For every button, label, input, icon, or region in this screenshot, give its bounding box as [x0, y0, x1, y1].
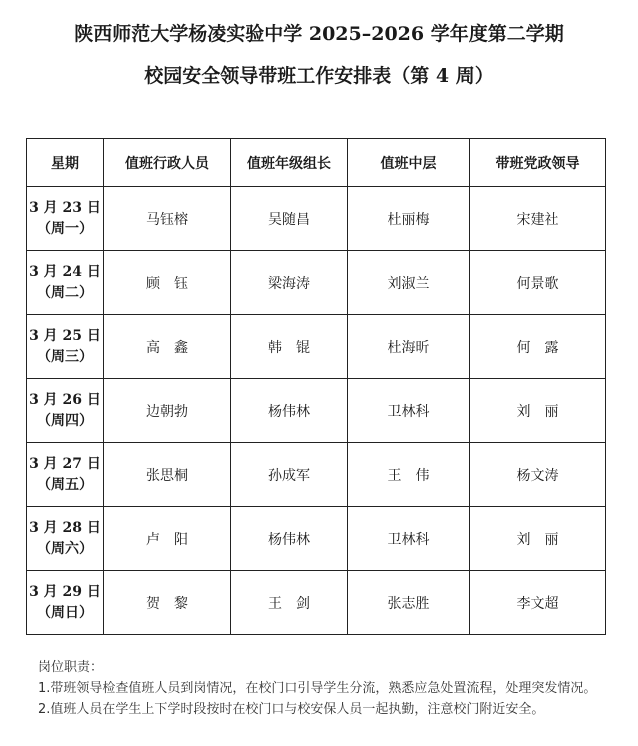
- header-middle-manager: 值班中层: [348, 139, 470, 187]
- grade-leader-cell: 杨伟林: [231, 507, 348, 571]
- admin-cell: 顾 钰: [104, 251, 231, 315]
- notes-heading: 岗位职责：: [38, 660, 104, 675]
- weekday-text: （周四）: [37, 412, 93, 429]
- table-row: [27, 379, 606, 443]
- header-weekday: 星期: [27, 139, 104, 187]
- date-text: 3 月 25 日: [29, 327, 101, 344]
- party-leader-cell: 何景歌: [470, 251, 606, 315]
- header-admin-staff: 值班行政人员: [104, 139, 231, 187]
- table-row: [27, 571, 606, 635]
- party-leader-cell: 宋建社: [470, 187, 606, 251]
- date-text: 3 月 24 日: [29, 263, 101, 280]
- middle-manager-cell: 张志胜: [348, 571, 470, 635]
- party-leader-cell: 李文超: [470, 571, 606, 635]
- date-cell: [27, 507, 104, 571]
- table-row: [27, 251, 606, 315]
- table-row: [27, 315, 606, 379]
- admin-cell: 高 鑫: [104, 315, 231, 379]
- middle-manager-cell: 杜丽梅: [348, 187, 470, 251]
- date-cell: [27, 379, 104, 443]
- grade-leader-cell: 韩 锟: [231, 315, 348, 379]
- weekday-text: （周五）: [37, 476, 93, 493]
- party-leader-cell: 刘 丽: [470, 379, 606, 443]
- grade-leader-cell: 吴随昌: [231, 187, 348, 251]
- duty-schedule-table: [26, 138, 606, 635]
- date-text: 3 月 27 日: [29, 455, 101, 472]
- weekday-text: （周三）: [37, 348, 93, 365]
- admin-cell: 贺 黎: [104, 571, 231, 635]
- notes-item-1: 1.带班领导检查值班人员到岗情况，在校门口引导学生分流，熟悉应急处置流程，处理突发情况。: [38, 681, 597, 696]
- page-subtitle: 校园安全领导带班工作安排表（第 4 周）: [144, 65, 494, 87]
- grade-leader-cell: 孙成军: [231, 443, 348, 507]
- party-leader-cell: 刘 丽: [470, 507, 606, 571]
- admin-cell: 张思桐: [104, 443, 231, 507]
- date-text: 3 月 23 日: [29, 199, 101, 216]
- date-cell: [27, 315, 104, 379]
- page-title: 陕西师范大学杨凌实验中学 2025–2026 学年度第二学期: [74, 23, 564, 45]
- admin-cell: 边朝勃: [104, 379, 231, 443]
- middle-manager-cell: 卫林科: [348, 507, 470, 571]
- table-row: [27, 507, 606, 571]
- middle-manager-cell: 卫林科: [348, 379, 470, 443]
- table-header-row: [27, 139, 606, 187]
- middle-manager-cell: 杜海昕: [348, 315, 470, 379]
- date-cell: [27, 571, 104, 635]
- party-leader-cell: 杨文涛: [470, 443, 606, 507]
- grade-leader-cell: 王 剑: [231, 571, 348, 635]
- date-text: 3 月 26 日: [29, 391, 101, 408]
- party-leader-cell: 何 露: [470, 315, 606, 379]
- header-grade-leader: 值班年级组长: [231, 139, 348, 187]
- header-party-leader: 带班党政领导: [470, 139, 606, 187]
- admin-cell: 卢 阳: [104, 507, 231, 571]
- weekday-text: （周日）: [37, 604, 93, 621]
- table-row: [27, 187, 606, 251]
- notes-item-2: 2.值班人员在学生上下学时段按时在校门口与校安保人员一起执勤，注意校门附近安全。: [38, 702, 545, 717]
- weekday-text: （周二）: [37, 284, 93, 301]
- table-row: [27, 443, 606, 507]
- middle-manager-cell: 刘淑兰: [348, 251, 470, 315]
- weekday-text: （周六）: [37, 540, 93, 557]
- date-cell: [27, 443, 104, 507]
- grade-leader-cell: 梁海涛: [231, 251, 348, 315]
- weekday-text: （周一）: [37, 220, 93, 237]
- date-cell: [27, 251, 104, 315]
- duty-responsibilities-notes: [38, 657, 608, 720]
- middle-manager-cell: 王 伟: [348, 443, 470, 507]
- date-cell: [27, 187, 104, 251]
- grade-leader-cell: 杨伟林: [231, 379, 348, 443]
- date-text: 3 月 29 日: [29, 583, 101, 600]
- admin-cell: 马钰榕: [104, 187, 231, 251]
- date-text: 3 月 28 日: [29, 519, 101, 536]
